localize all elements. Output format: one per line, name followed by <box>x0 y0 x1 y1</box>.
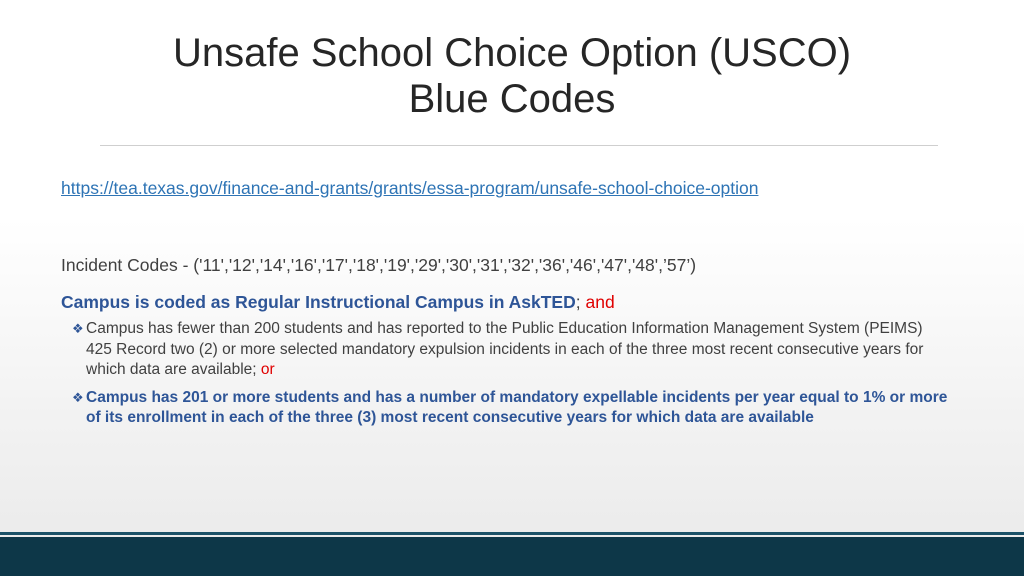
criteria-or: or <box>260 361 275 378</box>
criteria-list <box>72 319 952 436</box>
footer-bar <box>0 537 1024 576</box>
diamond-bullet-icon: ❖ <box>72 389 84 405</box>
usco-link[interactable]: https://tea.texas.gov/finance-and-grants/grants/essa-program/unsafe-school-choice-option <box>61 178 759 198</box>
criteria-item-large-campus <box>72 388 952 429</box>
criteria-text-small-campus: Campus has fewer than 200 students and has reported to the Public Education Information Management System (PEIMS) 425 Record two (2) or more selected mandatory expulsion incidents in each of the three most recent consecutive years for which data are available; <box>86 320 924 378</box>
slide-title <box>0 30 1024 122</box>
title-divider <box>100 145 938 146</box>
criteria-item-small-campus <box>72 319 952 381</box>
condition-separator: ; <box>575 292 581 312</box>
campus-condition <box>61 292 615 313</box>
condition-text: Campus is coded as Regular Instructional Campus in AskTED <box>61 292 576 312</box>
criteria-text-large-campus: Campus has 201 or more students and has a number of mandatory expellable incidents per year equal to 1% or more of its enrollment in each of the three (3) most recent consecutive years for which data are available <box>86 388 948 426</box>
condition-and: and <box>580 292 615 312</box>
diamond-bullet-icon: ❖ <box>72 321 84 336</box>
title-line-1: Unsafe School Choice Option (USCO) <box>172 31 852 75</box>
incident-codes-text: Incident Codes - ('11','12','14','16','17','18','19','29','30','31','32','36','46','47','48',’57’) <box>61 255 697 275</box>
title-line-2: Blue Codes <box>408 77 616 121</box>
footer-accent-line <box>0 532 1024 535</box>
